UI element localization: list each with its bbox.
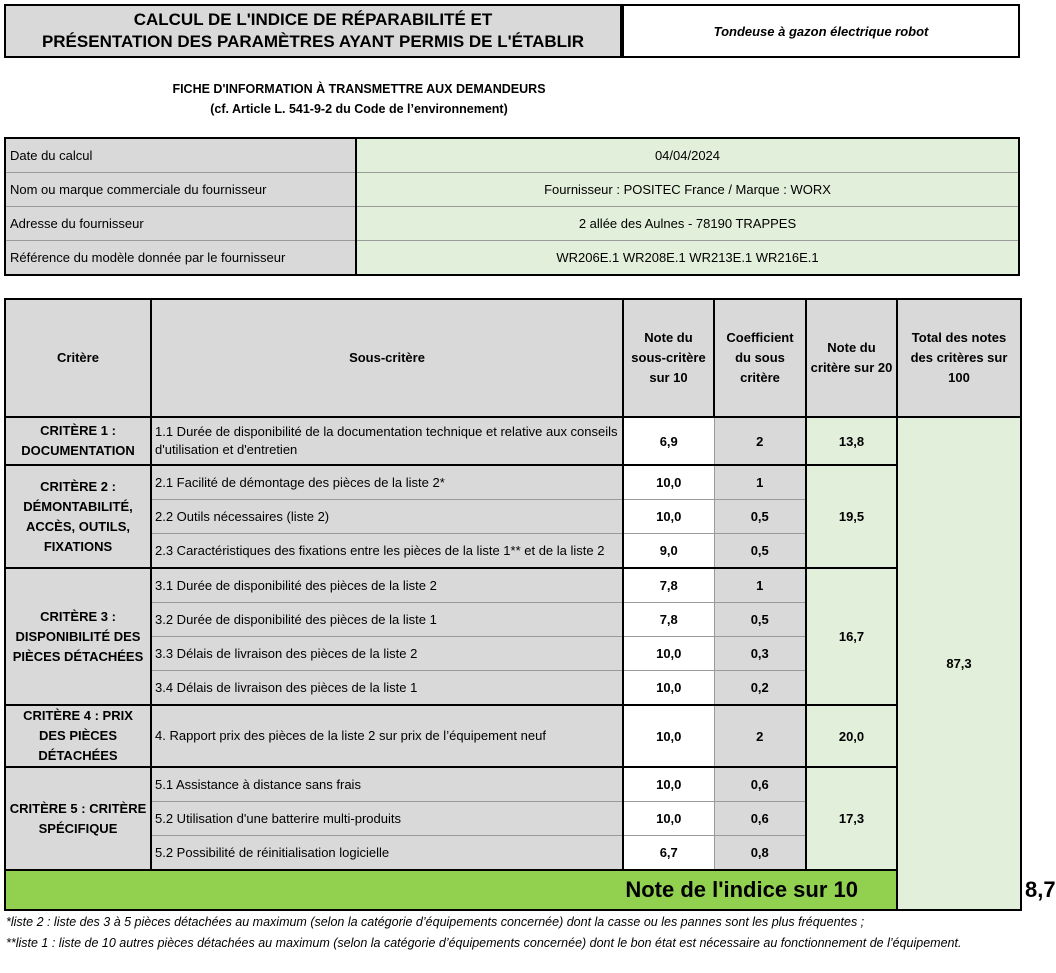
final-score-label: Note de l'indice sur 10	[5, 870, 897, 910]
criterion-label: CRITÈRE 2 : DÉMONTABILITÉ, ACCÈS, OUTILS, FIXATIONS	[5, 465, 151, 568]
sub-criterion-note: 10,0	[623, 767, 714, 802]
info-label-supplier: Nom ou marque commerciale du fournisseur	[5, 173, 356, 207]
sub-criterion-note: 7,8	[623, 568, 714, 603]
sub-criterion-note: 7,8	[623, 603, 714, 637]
footnote-liste-1: **liste 1 : liste de 10 autres pièces détachées au maximum (selon la catégorie d’équipements concernée) dont le bon état est nécessaire au fonctionnement de l’équipement.	[6, 936, 962, 950]
info-value-reference: WR206E.1 WR208E.1 WR213E.1 WR216E.1	[356, 241, 1019, 276]
sub-criterion-coefficient: 0,5	[714, 500, 806, 534]
criterion-note-20: 13,8	[806, 417, 897, 465]
sub-criterion-note: 6,7	[623, 836, 714, 871]
info-label-reference: Référence du modèle donnée par le fournisseur	[5, 241, 356, 276]
sub-criterion-coefficient: 1	[714, 568, 806, 603]
footnotes	[6, 912, 1018, 954]
criterion-label: CRITÈRE 1 : DOCUMENTATION	[5, 417, 151, 465]
sub-criterion-label: 2.3 Caractéristiques des fixations entre les pièces de la liste 1** et de la liste 2	[151, 534, 623, 569]
criterion-label: CRITÈRE 3 : DISPONIBILITÉ DES PIÈCES DÉTACHÉES	[5, 568, 151, 705]
sub-criterion-coefficient: 0,5	[714, 603, 806, 637]
info-row	[5, 138, 1019, 173]
sub-criterion-note: 10,0	[623, 705, 714, 767]
header-total: Total des notes des critères sur 100	[897, 299, 1021, 417]
criterion-label: CRITÈRE 5 : CRITÈRE SPÉCIFIQUE	[5, 767, 151, 870]
repairability-score-table	[4, 298, 1056, 911]
criterion-note-20: 19,5	[806, 465, 897, 568]
sub-criterion-coefficient: 0,6	[714, 802, 806, 836]
sub-criterion-coefficient: 0,6	[714, 767, 806, 802]
criterion-note-20: 16,7	[806, 568, 897, 705]
subheading-line-2: (cf. Article L. 541-9-2 du Code de l’environnement)	[210, 102, 508, 116]
table-header-row	[5, 299, 1021, 417]
criterion-note-20: 20,0	[806, 705, 897, 767]
sub-criterion-note: 10,0	[623, 802, 714, 836]
sub-criterion-label: 2.2 Outils nécessaires (liste 2)	[151, 500, 623, 534]
sub-criterion-label: 5.1 Assistance à distance sans frais	[151, 767, 623, 802]
header-coefficient: Coefficient du sous critère	[714, 299, 806, 417]
sub-criterion-note: 10,0	[623, 465, 714, 500]
table-row	[5, 705, 1021, 767]
total-score-100: 87,3	[897, 417, 1021, 910]
info-label-address: Adresse du fournisseur	[5, 207, 356, 241]
header-note-sous-critere: Note du sous-critère sur 10	[623, 299, 714, 417]
info-row	[5, 173, 1019, 207]
final-score-row: Note de l'indice sur 10 8,7	[5, 870, 1021, 910]
header-sous-critere: Sous-critère	[151, 299, 623, 417]
info-value-supplier: Fournisseur : POSITEC France / Marque : WORX	[356, 173, 1019, 207]
title-line-1: CALCUL DE L'INDICE DE RÉPARABILITÉ ET	[133, 10, 493, 29]
table-row	[5, 417, 1021, 465]
sub-criterion-label: 3.2 Durée de disponibilité des pièces de la liste 1	[151, 603, 623, 637]
sub-criterion-coefficient: 0,3	[714, 637, 806, 671]
sub-criterion-label: 1.1 Durée de disponibilité de la documentation technique et relative aux conseils d'utilisation et d'entretien	[151, 417, 623, 465]
info-row	[5, 207, 1019, 241]
table-row	[5, 465, 1021, 500]
info-value-date: 04/04/2024	[356, 138, 1019, 173]
sub-criterion-coefficient: 2	[714, 417, 806, 465]
product-name: Tondeuse à gazon électrique robot	[622, 4, 1020, 58]
sub-criterion-label: 5.2 Utilisation d'une batterire multi-produits	[151, 802, 623, 836]
info-row	[5, 241, 1019, 276]
sub-criterion-label: 3.3 Délais de livraison des pièces de la liste 2	[151, 637, 623, 671]
sub-criterion-label: 2.1 Facilité de démontage des pièces de la liste 2*	[151, 465, 623, 500]
sub-criterion-coefficient: 1	[714, 465, 806, 500]
supplier-info-table	[4, 137, 1020, 276]
sub-criterion-coefficient: 0,5	[714, 534, 806, 569]
sub-criterion-note: 10,0	[623, 671, 714, 706]
table-row	[5, 568, 1021, 603]
header-note-critere: Note du critère sur 20	[806, 299, 897, 417]
sub-criterion-label: 3.1 Durée de disponibilité des pièces de la liste 2	[151, 568, 623, 603]
sub-criterion-note: 9,0	[623, 534, 714, 569]
info-label-date: Date du calcul	[5, 138, 356, 173]
footnote-liste-2: *liste 2 : liste des 3 à 5 pièces détachées au maximum (selon la catégorie d’équipements concernée) dont la casse ou les pannes sont les plus fréquentes ;	[6, 915, 865, 929]
sub-criterion-coefficient: 0,8	[714, 836, 806, 871]
title-line-2: PRÉSENTATION DES PARAMÈTRES AYANT PERMIS DE L'ÉTABLIR	[41, 32, 585, 51]
sub-criterion-label: 5.2 Possibilité de réinitialisation logicielle	[151, 836, 623, 871]
sub-criterion-label: 3.4 Délais de livraison des pièces de la liste 1	[151, 671, 623, 706]
table-row	[5, 767, 1021, 802]
page-title	[4, 4, 622, 58]
subheading-line-1: FICHE D'INFORMATION À TRANSMETTRE AUX DEMANDEURS	[172, 82, 546, 96]
sub-criterion-label: 4. Rapport prix des pièces de la liste 2 sur prix de l’équipement neuf	[151, 705, 623, 767]
sub-criterion-note: 10,0	[623, 500, 714, 534]
criterion-label: CRITÈRE 4 : PRIX DES PIÈCES DÉTACHÉES	[5, 705, 151, 767]
form-subheading	[0, 79, 718, 119]
sub-criterion-coefficient: 0,2	[714, 671, 806, 706]
sub-criterion-note: 10,0	[623, 637, 714, 671]
sub-criterion-coefficient: 2	[714, 705, 806, 767]
info-value-address: 2 allée des Aulnes - 78190 TRAPPES	[356, 207, 1019, 241]
header-critere: Critère	[5, 299, 151, 417]
sub-criterion-note: 6,9	[623, 417, 714, 465]
criterion-note-20: 17,3	[806, 767, 897, 870]
